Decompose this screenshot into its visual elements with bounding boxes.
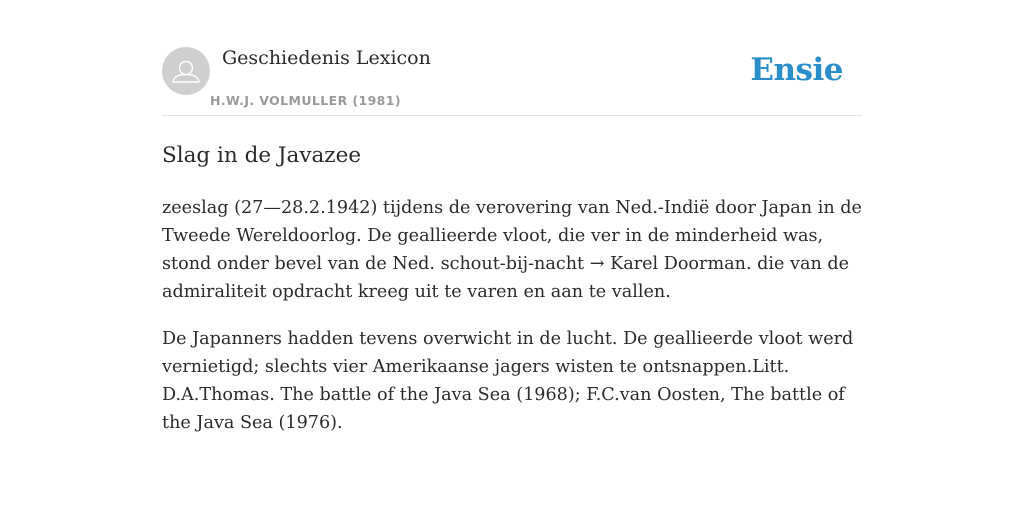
page-title: Slag in de Javazee bbox=[162, 143, 362, 168]
paragraph-2: De Japanners hadden tevens overwicht in de lucht. De geallieerde vloot werd vernietigd; slechts vier Amerikaanse jagers wisten te ontsnappen.Litt. D.A.Thomas. The battle of the Java Sea (1968); F.C.van Oosten, The battle of the Java Sea (1976). bbox=[162, 329, 854, 433]
arrow-right-icon: → bbox=[589, 254, 605, 274]
source-header bbox=[162, 46, 862, 116]
paragraph-1-text-before: zeeslag (27—28.2.1942) tijdens de verovering van Ned.-Indië door Japan in de Tweede Wereldoorlog. De geallieerde vloot, die ver in de minderheid was, stond onder bevel van de Ned. schout-bij-nacht bbox=[162, 198, 862, 274]
article-card bbox=[162, 46, 862, 437]
brand-logo[interactable]: Ensie bbox=[750, 52, 843, 88]
paragraph-1 bbox=[162, 194, 862, 306]
link-label: Karel Doorman bbox=[610, 254, 746, 274]
karel-doorman-link[interactable] bbox=[590, 254, 746, 274]
paragraph-1-text-after: . die van de admiraliteit opdracht kreeg uit te varen en aan te vallen. bbox=[162, 254, 850, 302]
author-line[interactable]: H.W.J. VOLMULLER (1981) bbox=[210, 93, 401, 108]
user-icon[interactable] bbox=[162, 47, 210, 95]
source-title[interactable]: Geschiedenis Lexicon bbox=[222, 47, 431, 69]
